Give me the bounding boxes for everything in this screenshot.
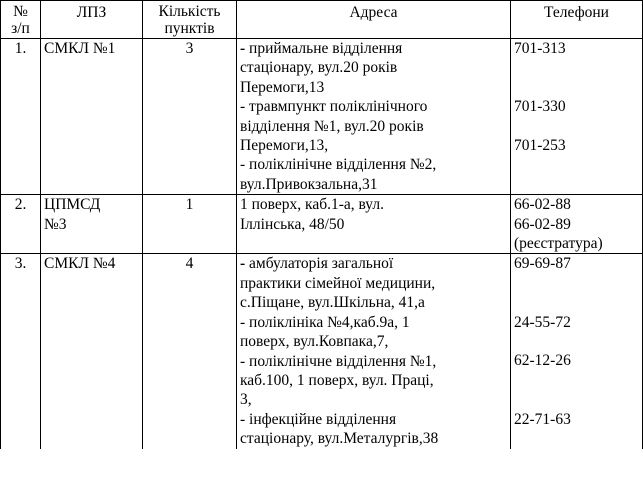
address-line — [240, 136, 507, 155]
address-text: - поліклінічне відділення №2, — [240, 156, 437, 174]
address-text: - поліклінічне відділення №1, — [240, 352, 437, 370]
address-text: 1 поверх, каб.1-а, вул. — [240, 196, 384, 214]
address-text: - поліклініка №4,каб.9а, 1 — [240, 313, 410, 331]
address-text: 3, — [240, 391, 252, 409]
facility-name-line: СМКЛ №4 — [44, 255, 116, 273]
address-line — [240, 274, 507, 293]
phone-number: 66-02-89 — [514, 215, 571, 233]
address-line — [240, 58, 507, 77]
address-line — [240, 97, 507, 116]
phone-number: 701-253 — [514, 136, 566, 154]
points-count: 4 — [143, 254, 237, 449]
points-count: 3 — [143, 39, 237, 195]
row-number: 2. — [1, 195, 41, 254]
table-row — [1, 39, 643, 195]
phone-number: 22-71-63 — [514, 410, 571, 428]
address-text: с.Піщане, вул.Шкільна, 41,а — [240, 294, 425, 312]
phone-number: 69-69-87 — [514, 255, 571, 273]
address-cell — [237, 39, 511, 195]
address-line — [240, 175, 507, 194]
address-text: відділення №1, вул.20 років — [240, 117, 424, 135]
address-line — [240, 410, 507, 429]
phone-number: (реєстратура) — [514, 235, 603, 253]
header-number — [1, 1, 41, 39]
header-count-line1: Кількість — [158, 3, 221, 20]
header-phones: Телефони — [511, 1, 643, 39]
address-line — [240, 78, 507, 97]
phone-spacer — [514, 58, 639, 77]
phones-cell — [511, 254, 643, 449]
points-count: 1 — [143, 195, 237, 254]
address-text: Перемоги,13, — [240, 137, 329, 155]
facility-name — [41, 254, 143, 449]
phone-number: 62-12-26 — [514, 352, 571, 370]
address-line — [240, 332, 507, 351]
address-text: поверх, вул.Ковпака,7, — [240, 333, 389, 351]
table-row — [1, 195, 643, 254]
address-dash: - — [240, 40, 246, 57]
header-count-line2: пунктів — [164, 20, 215, 37]
phone-number: 701-330 — [514, 98, 566, 116]
address-text: вул.Привокзальна,31 — [240, 175, 378, 193]
table-body — [1, 39, 643, 449]
address-text: каб.100, 1 поверх, вул. Праці, — [240, 371, 434, 389]
address-text: практики сімейної медицини, — [240, 274, 436, 292]
address-line — [240, 117, 507, 136]
address-text: амбулаторія загальної — [245, 255, 394, 273]
header-address: Адреса — [237, 1, 511, 39]
address-line — [240, 254, 507, 273]
address-line — [240, 390, 507, 409]
facility-name-line: №3 — [44, 215, 67, 233]
address-text: - інфекційне відділення — [240, 410, 397, 428]
address-line — [240, 155, 507, 174]
row-number: 3. — [1, 254, 41, 449]
address-line — [240, 195, 507, 214]
header-lpz: ЛПЗ — [41, 1, 143, 39]
facility-name — [41, 39, 143, 195]
phones-cell — [511, 195, 643, 254]
facility-name-line: ЦПМСД — [44, 196, 101, 214]
table-header-row — [1, 1, 643, 39]
phone-number: 24-55-72 — [514, 313, 571, 331]
address-line — [240, 39, 507, 58]
phone-spacer — [514, 78, 639, 97]
phone-spacer — [514, 371, 639, 390]
address-line — [240, 293, 507, 312]
phone-spacer — [514, 293, 639, 312]
facility-name — [41, 195, 143, 254]
facility-name-line: СМКЛ №1 — [44, 40, 116, 57]
row-number: 1. — [1, 39, 41, 195]
header-number-line2: з/п — [11, 20, 30, 37]
phone-spacer — [514, 390, 639, 409]
address-text: Перемоги,13 — [240, 78, 325, 96]
phones-cell — [511, 39, 643, 195]
address-dash: - — [240, 255, 246, 273]
address-line — [240, 352, 507, 371]
address-text: - травмпункт поліклінічного — [240, 98, 428, 116]
phone-spacer — [514, 332, 639, 351]
address-cell — [237, 195, 511, 254]
phone-number: 66-02-88 — [514, 196, 571, 214]
phone-number: 701-313 — [514, 40, 566, 57]
phone-spacer — [514, 274, 639, 293]
header-count — [143, 1, 237, 39]
address-text: приймальне відділення — [245, 40, 403, 57]
address-line — [240, 313, 507, 332]
address-text: стаціонару, вул.20 років — [240, 59, 398, 77]
address-cell — [237, 254, 511, 449]
address-text: Іллінська, 48/50 — [240, 215, 345, 233]
phone-spacer — [514, 117, 639, 136]
address-line — [240, 429, 507, 448]
table-row — [1, 254, 643, 449]
address-text: стаціонару, вул.Металургів,38 — [240, 430, 439, 448]
address-line — [240, 371, 507, 390]
address-line — [240, 215, 507, 234]
header-number-line1: № — [13, 3, 28, 20]
